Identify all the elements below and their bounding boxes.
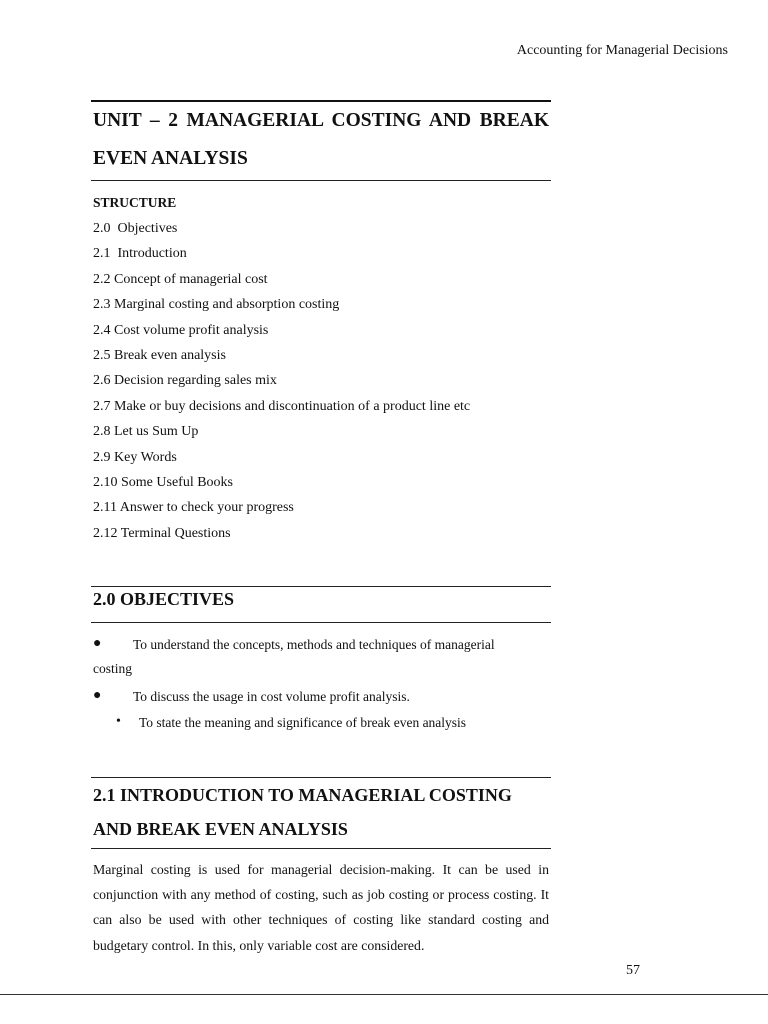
objectives-bottom-rule [91,622,551,623]
page-number: 57 [626,963,640,978]
structure-heading: STRUCTURE [93,195,177,210]
objectives-top-rule [91,586,551,587]
structure-item: 2.11 Answer to check your progress [93,500,294,516]
structure-item: 2.3 Marginal costing and absorption costing [93,297,340,313]
introduction-heading: 2.1 INTRODUCTION TO MANAGERIAL COSTING AND BREAK EVEN ANALYSIS [93,785,512,839]
objective-item-continuation: costing [93,661,132,676]
introduction-bottom-rule [91,848,551,849]
structure-item: 2.10 Some Useful Books [93,475,233,491]
structure-item: 2.4 Cost volume profit analysis [93,322,269,338]
objectives-heading: 2.0 OBJECTIVES [93,589,235,609]
title-bottom-rule [91,180,551,181]
structure-item: 2.12 Terminal Questions [93,525,231,541]
footer-rule [0,994,768,995]
structure-item: 2.8 Let us Sum Up [93,424,199,440]
bullet-icon: ● [93,636,102,651]
objective-item: To state the meaning and significance of break even analysis [139,715,467,730]
objective-item: To understand the concepts, methods and techniques of managerial [133,637,495,652]
objective-item: To discuss the usage in cost volume profit analysis. [133,689,410,704]
bullet-icon: ● [93,688,102,703]
structure-item: 2.9 Key Words [93,449,177,465]
structure-item: 2.2 Concept of managerial cost [93,271,268,287]
introduction-paragraph: Marginal costing is used for managerial decision-making. It can be used in conjunction with any method of costing, such as job costing or process costing. It can also be used with other techniques of costing like standard costing and budgetary control. In this, only variable cost are considered. [93,862,549,953]
structure-item: 2.1 Introduction [93,246,187,262]
running-header: Accounting for Managerial Decisions [516,43,728,58]
structure-list [93,216,470,546]
bullet-icon: • [116,714,121,729]
structure-item: 2.6 Decision regarding sales mix [93,373,277,389]
unit-title: UNIT – 2 MANAGERIAL COSTING AND BREAK EVEN ANALYSIS [93,110,549,169]
structure-item: 2.5 Break even analysis [93,348,226,364]
structure-item: 2.7 Make or buy decisions and discontinuation of a product line etc [93,398,471,414]
structure-item: 2.0 Objectives [93,221,178,236]
